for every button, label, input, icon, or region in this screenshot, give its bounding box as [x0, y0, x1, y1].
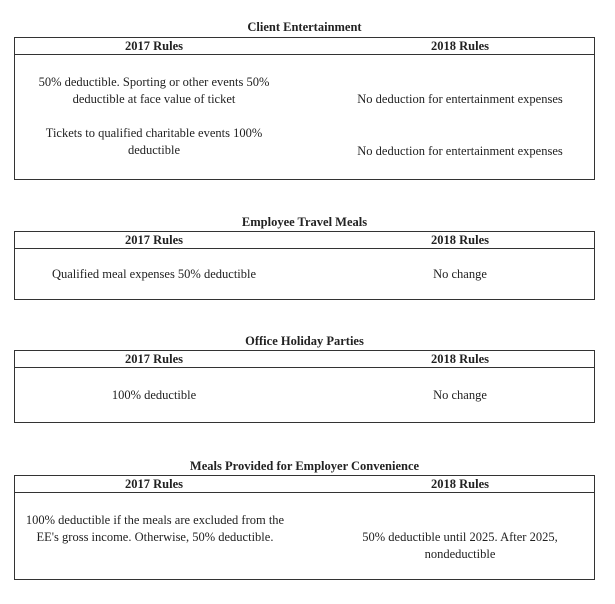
rules-table [14, 231, 595, 300]
rule-2017-cell: 100% deductible [111, 388, 197, 402]
column-header-2017: 2017 Rules [125, 233, 183, 247]
rule-2018-cell: No change [433, 267, 487, 281]
column-header-2018: 2018 Rules [431, 477, 489, 491]
rule-2018-cell: No deduction for entertainment expenses [357, 144, 563, 158]
column-header-2018: 2018 Rules [431, 352, 489, 366]
rule-2017-cell: 100% deductible if the meals are excluded from the EE's gross income. Otherwise, 50% deductible. [25, 513, 285, 544]
section-title: Meals Provided for Employer Convenience [189, 459, 420, 473]
rules-table [14, 350, 595, 423]
section-title: Office Holiday Parties [245, 334, 364, 348]
column-header-2018: 2018 Rules [431, 39, 489, 53]
table-header [15, 476, 594, 493]
rule-2018-cell: 50% deductible until 2025. After 2025, nondeductible [362, 530, 558, 561]
rules-table [14, 37, 595, 180]
rule-2017-cell: 50% deductible. Sporting or other events 50% deductible at face value of ticket [38, 75, 270, 106]
column-header-2018: 2018 Rules [431, 233, 489, 247]
table-header [15, 351, 594, 368]
column-header-2017: 2017 Rules [125, 477, 183, 491]
rule-2018-cell: No change [433, 388, 487, 402]
rule-2018-cell: No deduction for entertainment expenses [357, 92, 563, 106]
column-header-2017: 2017 Rules [125, 39, 183, 53]
section-title: Employee Travel Meals [241, 215, 368, 229]
section-title: Client Entertainment [247, 20, 362, 34]
rule-2017-cell: Qualified meal expenses 50% deductible [51, 267, 257, 281]
table-header [15, 38, 594, 55]
rules-table [14, 475, 595, 580]
column-header-2017: 2017 Rules [125, 352, 183, 366]
table-header [15, 232, 594, 249]
rule-2017-cell: Tickets to qualified charitable events 100% deductible [45, 126, 263, 157]
